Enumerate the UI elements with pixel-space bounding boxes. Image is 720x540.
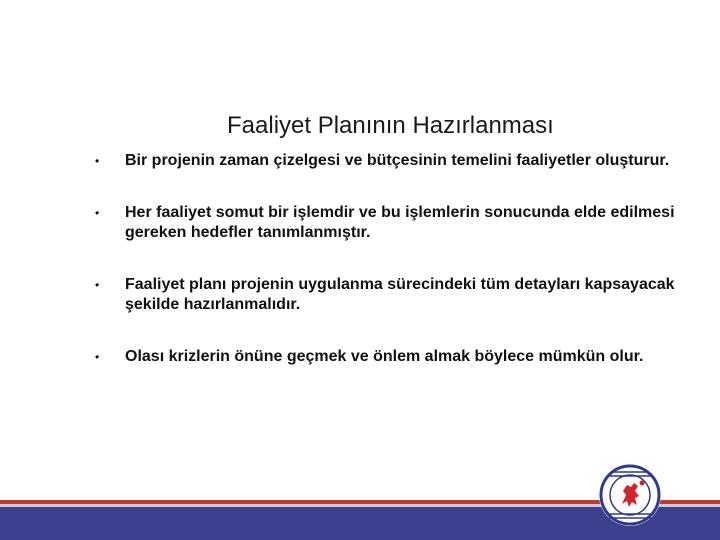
bullet-text: Faaliyet planı projenin uygulanma sürecindeki tüm detayları kapsayacak şekilde hazırlanmalıdır.: [125, 276, 675, 313]
bullet-text: Her faaliyet somut bir işlemdir ve bu işlemlerin sonucunda elde edilmesi gereken hedefler tanımlanmıştır.: [125, 204, 675, 241]
university-emblem-icon: [598, 463, 662, 527]
bullet-item: [95, 275, 675, 315]
bullet-item: [95, 151, 675, 171]
bullet-item: [95, 347, 675, 367]
bullet-icon: •: [95, 278, 100, 292]
bullet-icon: •: [95, 206, 100, 220]
bullet-icon: •: [95, 154, 100, 168]
slide-title: Faaliyet Planının Hazırlanması: [227, 112, 554, 139]
bullet-text: Bir projenin zaman çizelgesi ve bütçesinin temelini faaliyetler oluşturur.: [125, 152, 670, 169]
bullet-list: [95, 151, 675, 399]
bullet-item: [95, 203, 675, 243]
bullet-icon: •: [95, 350, 100, 364]
bullet-text: Olası krizlerin önüne geçmek ve önlem almak böylece mümkün olur.: [125, 348, 644, 365]
